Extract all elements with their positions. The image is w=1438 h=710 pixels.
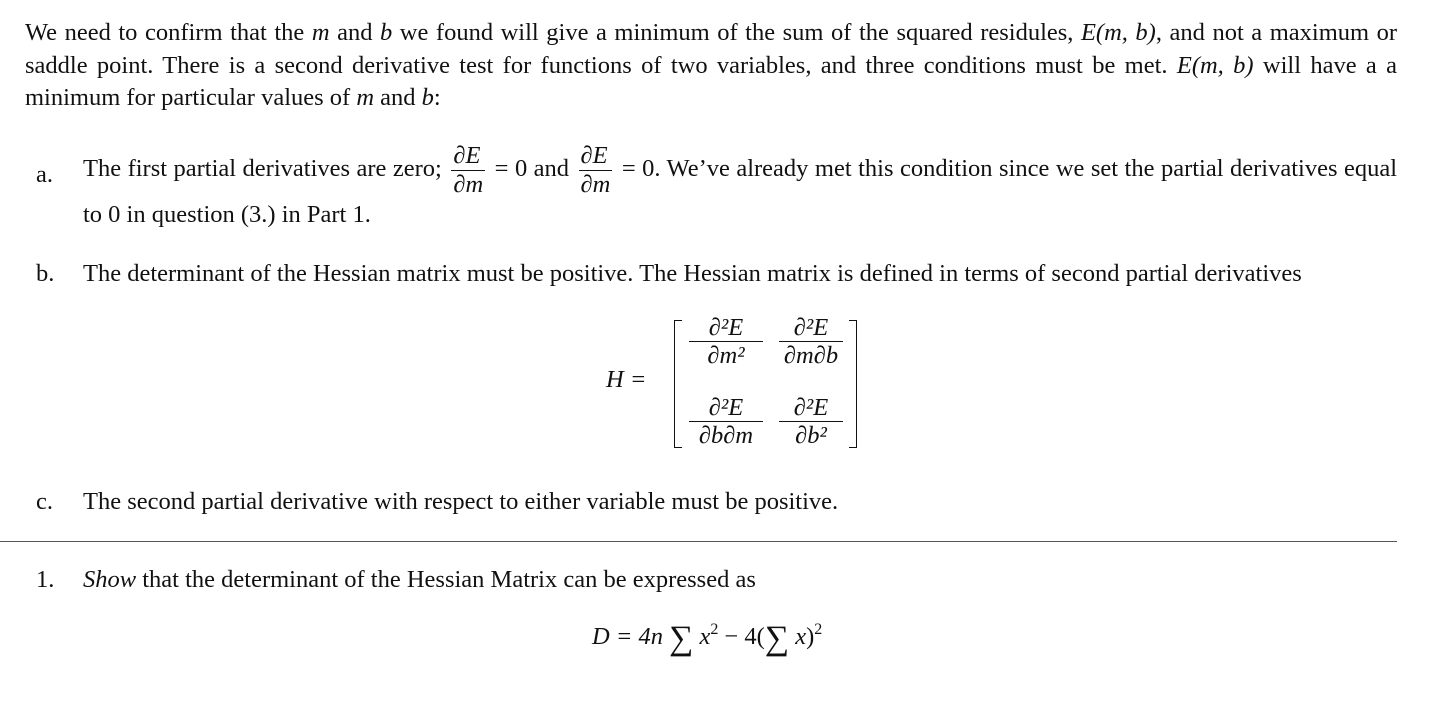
cell-numerator: ∂²E xyxy=(689,314,763,342)
hessian-label-text: H = xyxy=(606,366,647,393)
intro-text: : xyxy=(433,84,441,111)
cell-denominator: ∂m² xyxy=(707,342,745,369)
cell-numerator: ∂²E xyxy=(689,394,763,422)
condition-text: The first partial derivatives are zero; xyxy=(83,155,442,183)
question-body: that the determinant of the Hessian Matrix can be expressed as xyxy=(142,566,756,593)
condition-a xyxy=(36,142,1397,231)
determinant-formula xyxy=(592,620,822,658)
list-marker: c. xyxy=(36,488,53,515)
section-divider xyxy=(0,541,1397,542)
formula-operator: − 4( xyxy=(724,623,765,650)
matrix-cell xyxy=(681,394,771,449)
condition-b-text: The determinant of the Hessian matrix must be positive. The Hessian matrix is defined in terms of second partial derivatives xyxy=(83,260,1302,287)
matrix-cell xyxy=(771,314,851,369)
var-m: m xyxy=(311,19,330,46)
intro-paragraph xyxy=(25,17,1397,115)
formula-lhs: D = 4n xyxy=(592,623,663,650)
formula-var-x: x xyxy=(795,623,807,650)
hessian-label xyxy=(606,366,646,394)
fraction-numerator: ∂E xyxy=(451,142,485,171)
expr-E-mb: E(m, b) xyxy=(1080,19,1156,46)
condition-text: = 0 and xyxy=(494,155,570,183)
condition-c-text: The second partial derivative with respect to either variable must be positive. xyxy=(83,488,839,515)
expr-E-mb: E(m, b) xyxy=(1176,51,1254,79)
cell-denominator: ∂b² xyxy=(795,422,827,449)
intro-text: , and not a maximum or saddle point. There is a second derivative test for functions of two variables, and three conditions must be met. xyxy=(25,19,1398,79)
condition-text: = 0. xyxy=(621,155,661,183)
question-emphasis: Show xyxy=(83,566,137,593)
matrix-cell xyxy=(771,394,851,449)
var-b: b xyxy=(380,19,393,46)
var-m: m xyxy=(356,84,375,111)
fraction-denominator: ∂m xyxy=(453,171,484,198)
fraction-denominator: ∂m xyxy=(580,171,611,198)
formula-exponent: 2 xyxy=(710,621,719,638)
intro-text: and xyxy=(337,19,373,46)
intro-text: We need to confirm that the xyxy=(25,19,305,46)
partial-fraction xyxy=(451,142,485,199)
list-marker: 1. xyxy=(36,566,55,593)
formula-var-x: x xyxy=(699,623,711,650)
intro-text: will have a a minimum for particular values of xyxy=(25,51,1398,111)
formula-paren: ) xyxy=(806,623,815,650)
intro-text: we found will give a minimum of the sum of the squared residules, xyxy=(399,19,1074,46)
formula-exponent: 2 xyxy=(814,621,823,638)
question-1 xyxy=(36,564,1397,596)
cell-numerator: ∂²E xyxy=(779,394,843,422)
condition-c xyxy=(36,486,1397,518)
question-text xyxy=(83,564,1397,596)
condition-a-text xyxy=(83,142,1397,231)
sigma-symbol: ∑ xyxy=(669,620,694,657)
cell-numerator: ∂²E xyxy=(779,314,843,342)
hessian-matrix xyxy=(606,314,866,454)
intro-text: and xyxy=(380,84,416,111)
list-marker: b. xyxy=(36,260,55,287)
var-b: b xyxy=(421,84,434,111)
matrix-cell xyxy=(681,314,771,369)
sigma-symbol: ∑ xyxy=(764,620,790,657)
condition-b xyxy=(36,258,1397,290)
list-marker: a. xyxy=(36,161,53,188)
cell-denominator: ∂m∂b xyxy=(783,342,839,369)
fraction-numerator: ∂E xyxy=(579,142,613,171)
condition-text: We’ve already met this condition since we set the partial derivatives equal to 0 in question (3.) in Part 1. xyxy=(83,155,1398,228)
cell-denominator: ∂b∂m xyxy=(698,422,754,449)
partial-fraction xyxy=(579,142,613,199)
